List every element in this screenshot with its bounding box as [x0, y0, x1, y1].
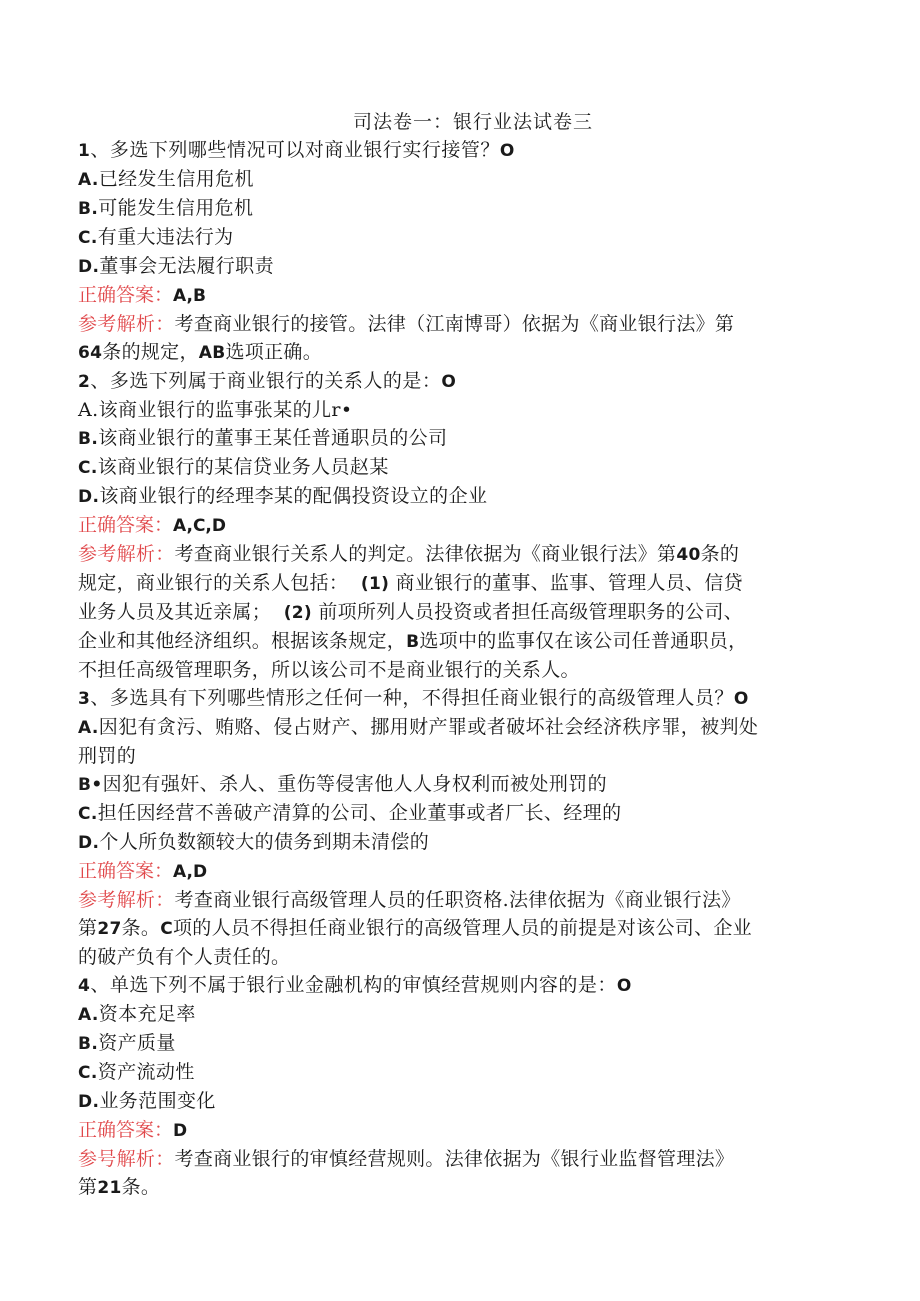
- question-2-option-c: C.该商业银行的某信贷业务人员赵某: [78, 456, 389, 478]
- question-2-analysis-line-3: 业务人员及其近亲属； (2) 前项所列人员投资或者担任高级管理职务的公司、: [78, 601, 743, 623]
- document-page: [78, 108, 838, 1202]
- question-2-option-b: B.该商业银行的董事王某任普通职员的公司: [78, 427, 448, 449]
- question-3-analysis-line-2: 第27条。C项的人员不得担任商业银行的高级管理人员的前提是对该公司、企业: [78, 917, 752, 939]
- question-3-option-a-line-1: A.因犯有贪污、贿赂、侵占财产、挪用财产罪或者破坏社会经济秩序罪，被判处: [78, 716, 759, 738]
- question-1-option-a: A.已经发生信用危机: [78, 168, 254, 190]
- question-1-answer: 正确答案：A,B: [78, 284, 206, 306]
- question-2-analysis-line-1: 参考解析：考查商业银行关系人的判定。法律依据为《商业银行法》第40条的: [78, 543, 740, 565]
- question-4-option-d: D.业务范围变化: [78, 1090, 216, 1112]
- question-4-stem: 4、单选下列不属于银行业金融机构的审慎经营规则内容的是：O: [78, 974, 632, 996]
- question-2-analysis-line-2: 规定，商业银行的关系人包括： (1) 商业银行的董事、监事、管理人员、信贷: [78, 572, 743, 594]
- question-1-stem: 1、多选下列哪些情况可以对商业银行实行接管？O: [78, 139, 515, 161]
- question-3-option-a-line-2: 刑罚的: [78, 745, 137, 767]
- question-4-option-b: B.资产质量: [78, 1032, 176, 1054]
- question-3-option-d: D.个人所负数额较大的债务到期未清偿的: [78, 831, 430, 853]
- question-1-analysis-line-1: 参考解析：考查商业银行的接管。法律（江南博哥）依据为《商业银行法》第: [78, 313, 735, 335]
- question-2-analysis-line-5: 不担任高级管理职务，所以该公司不是商业银行的关系人。: [78, 659, 580, 681]
- question-2-option-a: A.该商业银行的监事张某的儿r•: [78, 399, 353, 421]
- question-2-analysis-line-4: 企业和其他经济组织。根据该条规定，B选项中的监事仅在该公司任普通职员，: [78, 630, 748, 652]
- question-3-analysis-line-1: 参考解析：考查商业银行高级管理人员的任职资格.法律依据为《商业银行法》: [78, 889, 741, 911]
- question-3-answer: 正确答案：A,D: [78, 860, 208, 882]
- question-2-option-d: D.该商业银行的经理李某的配偶投资设立的企业: [78, 485, 488, 507]
- question-3-stem: 3、多选具有下列哪些情形之任何一种，不得担任商业银行的高级管理人员？O: [78, 687, 749, 709]
- question-1-analysis-line-2: 64条的规定，AB选项正确。: [78, 341, 323, 363]
- question-1-option-c: C.有重大违法行为: [78, 226, 234, 248]
- question-4-option-c: C.资产流动性: [78, 1061, 195, 1083]
- question-3-analysis-line-3: 的破产负有个人责任的。: [78, 946, 291, 968]
- document-title: 司法卷一：银行业法试卷三: [352, 111, 593, 133]
- question-4-analysis-line-2: 第21条。: [78, 1176, 161, 1198]
- question-4-analysis-line-1: 参号解析：考查商业银行的审慎经营规则。法律依据为《银行业监督管理法》: [78, 1148, 735, 1170]
- question-1-option-b: B.可能发生信用危机: [78, 197, 254, 219]
- question-4-option-a: A.资本充足率: [78, 1003, 196, 1025]
- question-2-answer: 正确答案：A,C,D: [78, 514, 226, 536]
- question-2-stem: 2、多选下列属于商业银行的关系人的是：O: [78, 370, 457, 392]
- question-4-answer: 正确答案：D: [78, 1119, 188, 1141]
- question-1-option-d: D.董事会无法履行职责: [78, 255, 274, 277]
- question-3-option-c: C.担任因经营不善破产清算的公司、企业董事或者厂长、经理的: [78, 802, 622, 824]
- question-3-option-b: B•因犯有强奸、杀人、重伤等侵害他人人身权利而被处刑罚的: [78, 773, 608, 795]
